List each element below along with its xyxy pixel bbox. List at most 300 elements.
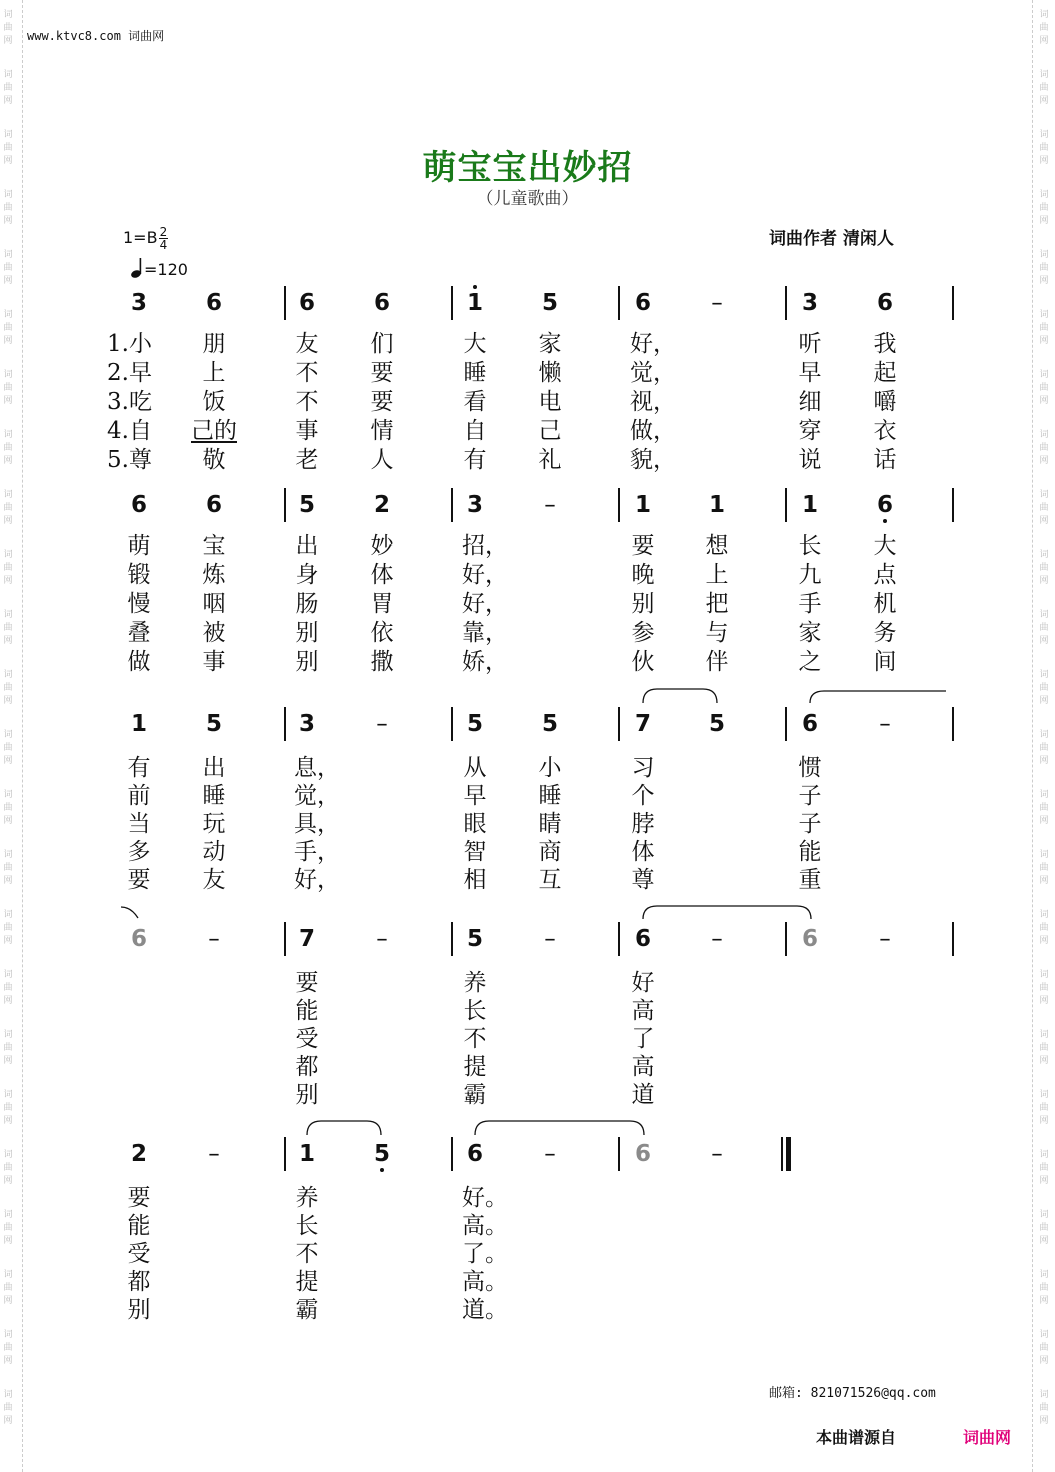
side-watermark-char: 网	[3, 96, 13, 106]
octave-dot-above	[473, 285, 477, 289]
side-watermark-char: 曲	[1039, 743, 1049, 753]
side-watermark-char: 网	[3, 816, 13, 826]
side-watermark-char: 词	[3, 70, 13, 80]
brand-link[interactable]: 词曲网	[963, 1428, 1012, 1447]
side-watermark-char: 曲	[3, 1103, 13, 1113]
note: 6	[205, 492, 222, 518]
source-label: 本曲谱源自	[816, 1428, 897, 1447]
barline	[618, 707, 620, 741]
lyric-syllable: 高	[631, 998, 655, 1024]
side-watermark-char: 网	[1039, 1296, 1049, 1306]
note: 1	[708, 492, 725, 518]
side-watermark-char: 曲	[1039, 383, 1049, 393]
side-watermark-char: 网	[3, 1416, 13, 1426]
note: 5	[466, 926, 483, 952]
lyric-syllable: 从	[463, 755, 487, 781]
hold-dash: –	[879, 926, 891, 952]
lyric-syllable: 事	[202, 649, 226, 675]
side-watermark-char: 词	[3, 610, 13, 620]
lyric-syllable: 早	[798, 360, 822, 386]
note: 3	[298, 711, 315, 737]
side-watermark-char: 曲	[1039, 263, 1049, 273]
lyric-syllable: 娇，	[462, 649, 508, 675]
lyric-syllable: 别	[127, 1297, 151, 1323]
note: 2	[130, 1141, 147, 1167]
hold-dash: –	[879, 711, 891, 737]
side-watermark-char: 词	[3, 1210, 13, 1220]
side-watermark-char: 网	[1039, 1356, 1049, 1366]
side-watermark-char: 曲	[1039, 23, 1049, 33]
side-watermark-char: 网	[3, 1356, 13, 1366]
side-watermark-char: 词	[1039, 670, 1049, 680]
lyric-syllable: 都	[295, 1054, 319, 1080]
side-watermark-char: 曲	[1039, 443, 1049, 453]
lyric-syllable: 友	[202, 867, 226, 893]
lyric-syllable: 视，	[630, 389, 676, 415]
lyric-syllable: 受	[127, 1241, 151, 1267]
hold-dash: –	[544, 492, 556, 518]
hold-dash: –	[544, 1141, 556, 1167]
lyric-syllable: 家	[798, 620, 822, 646]
side-watermark-char: 词	[3, 1090, 13, 1100]
lyric-syllable: 做，	[630, 418, 676, 444]
side-watermark-char: 网	[1039, 1236, 1049, 1246]
side-watermark-char: 曲	[3, 623, 13, 633]
side-watermark-char: 词	[1039, 1210, 1049, 1220]
side-watermark-char: 词	[1039, 1330, 1049, 1340]
side-watermark-char: 网	[3, 1236, 13, 1246]
lyric-syllable: 别	[631, 591, 655, 617]
side-watermark-char: 网	[1039, 36, 1049, 46]
site-header[interactable]: www.ktvc8.com 词曲网	[27, 29, 165, 43]
side-watermark-char: 曲	[3, 23, 13, 33]
side-watermark-char: 曲	[1039, 803, 1049, 813]
side-watermark-char: 词	[3, 550, 13, 560]
side-watermark-char: 词	[3, 850, 13, 860]
lyric-syllable: 玩	[202, 811, 226, 837]
lyric-syllable: 点	[873, 562, 897, 588]
lyric-syllable: 觉，	[630, 360, 676, 386]
side-watermark-char: 曲	[1039, 983, 1049, 993]
hold-dash: –	[376, 711, 388, 737]
side-watermark-char: 曲	[1039, 923, 1049, 933]
lyric-syllable: 要	[127, 1185, 151, 1211]
side-watermark-char: 网	[1039, 156, 1049, 166]
lyric-syllable: 家	[538, 331, 562, 357]
side-watermark-char: 网	[1039, 636, 1049, 646]
side-watermark-char: 曲	[1039, 563, 1049, 573]
lyric-syllable: 身	[295, 562, 319, 588]
side-watermark-char: 曲	[3, 983, 13, 993]
note: 7	[634, 711, 651, 737]
lyric-syllable: 脖	[631, 811, 655, 837]
side-watermark-char: 词	[1039, 1270, 1049, 1280]
slur-arc	[307, 1121, 381, 1135]
side-watermark-char: 曲	[1039, 623, 1049, 633]
side-watermark-char: 网	[3, 876, 13, 886]
lyric-syllable: 互	[538, 867, 562, 893]
side-watermark-char: 词	[3, 670, 13, 680]
lyric-syllable: 听	[798, 331, 822, 357]
author-credit: 词曲作者 清闲人	[769, 229, 894, 249]
side-watermark-char: 曲	[3, 683, 13, 693]
side-watermark-char: 网	[1039, 876, 1049, 886]
lyric-syllable: 机	[873, 591, 897, 617]
side-watermark-char: 词	[1039, 430, 1049, 440]
lyric-syllable: 想	[705, 533, 729, 559]
lyric-syllable: 有	[463, 447, 487, 473]
barline	[618, 1137, 620, 1171]
side-watermark-char: 网	[3, 396, 13, 406]
note: 5	[466, 711, 483, 737]
lyric-syllable: 貌，	[630, 447, 676, 473]
side-watermark-char: 网	[3, 696, 13, 706]
lyric-syllable: 话	[873, 447, 897, 473]
side-watermark-char: 曲	[3, 1343, 13, 1353]
song-subtitle: （儿童歌曲）	[476, 189, 579, 209]
lyric-syllable: 霸	[295, 1297, 319, 1323]
barline	[785, 922, 787, 956]
lyric-syllable: 萌	[127, 533, 151, 559]
lyric-syllable: 不	[295, 1241, 319, 1267]
lyric-syllable: 上	[202, 360, 226, 386]
lyric-syllable: 己的	[191, 418, 237, 444]
lyric-syllable: 人	[370, 447, 394, 473]
side-watermark-char: 词	[3, 1270, 13, 1280]
lyric-syllable: 都	[127, 1269, 151, 1295]
side-watermark-char: 网	[1039, 696, 1049, 706]
side-watermark-char: 曲	[3, 923, 13, 933]
lyric-syllable: 敬	[202, 447, 226, 473]
lyric-syllable: 伙	[631, 649, 655, 675]
barline	[952, 286, 954, 320]
lyric-syllable: 体	[370, 562, 394, 588]
side-watermark-char: 曲	[3, 1403, 13, 1413]
lyric-syllable: 起	[873, 360, 897, 386]
side-watermark-char: 词	[1039, 1150, 1049, 1160]
side-watermark-char: 曲	[1039, 1103, 1049, 1113]
lyric-syllable: 多	[127, 839, 151, 865]
note: 1	[298, 1141, 315, 1167]
lyric-syllable: 伴	[705, 649, 729, 675]
side-watermark-char: 曲	[3, 263, 13, 273]
side-watermark-char: 词	[1039, 850, 1049, 860]
lyric-syllable: 大	[873, 533, 897, 559]
side-watermark-char: 词	[3, 970, 13, 980]
side-watermark-char: 网	[3, 336, 13, 346]
lyric-syllable: 前	[127, 783, 151, 809]
right-margin-line	[1032, 0, 1033, 1472]
note: 6	[205, 290, 222, 316]
side-watermark-char: 词	[3, 370, 13, 380]
side-watermark-char: 词	[3, 130, 13, 140]
note: 1	[466, 290, 483, 316]
barline	[451, 488, 453, 522]
lyric-syllable: 慢	[127, 591, 151, 617]
side-watermark-char: 曲	[1039, 1343, 1049, 1353]
barline	[952, 707, 954, 741]
side-watermark-char: 曲	[1039, 1043, 1049, 1053]
tie-arc	[475, 1121, 644, 1135]
note: 6	[373, 290, 390, 316]
lyric-syllable: 重	[798, 867, 822, 893]
lyric-syllable: 了。	[462, 1241, 508, 1267]
barline	[451, 922, 453, 956]
side-watermark-char: 网	[1039, 396, 1049, 406]
side-watermark-char: 词	[1039, 10, 1049, 20]
side-watermark-char: 网	[3, 636, 13, 646]
contact-email[interactable]: 邮箱: 821071526@qq.com	[769, 1386, 936, 1401]
lyric-syllable: 体	[631, 839, 655, 865]
side-watermark-char: 词	[1039, 1030, 1049, 1040]
side-watermark-char: 网	[3, 36, 13, 46]
side-watermark-char: 词	[1039, 610, 1049, 620]
lyric-syllable: 礼	[538, 447, 562, 473]
lyric-syllable: 提	[295, 1269, 319, 1295]
side-watermark-char: 词	[3, 910, 13, 920]
lyric-syllable: 睡	[202, 783, 226, 809]
lyric-syllable: 出	[202, 755, 226, 781]
side-watermark-char: 网	[1039, 816, 1049, 826]
hold-dash: –	[711, 926, 723, 952]
lyric-syllable: 道	[631, 1082, 655, 1108]
lyric-syllable: 要	[127, 867, 151, 893]
note: 6	[801, 926, 818, 952]
barline	[451, 707, 453, 741]
side-watermark-char: 网	[1039, 576, 1049, 586]
lyric-syllable: 我	[873, 331, 897, 357]
side-watermark-char: 曲	[3, 1223, 13, 1233]
note: 5	[541, 290, 558, 316]
note: 5	[708, 711, 725, 737]
lyric-syllable: 懒	[538, 360, 562, 386]
lyric-syllable: 别	[295, 1082, 319, 1108]
note: 2	[373, 492, 390, 518]
lyric-syllable: 晚	[631, 562, 655, 588]
lyric-syllable: 自	[463, 418, 487, 444]
side-watermark-char: 词	[3, 10, 13, 20]
lyric-syllable: 做	[127, 649, 151, 675]
barline	[451, 286, 453, 320]
lyric-syllable: 睡	[538, 783, 562, 809]
side-watermark-char: 网	[3, 1056, 13, 1066]
side-watermark-char: 网	[3, 756, 13, 766]
lyric-syllable: 出	[295, 533, 319, 559]
lyric-syllable: 好，	[294, 867, 340, 893]
note: 1	[801, 492, 818, 518]
note: 1	[634, 492, 651, 518]
lyric-syllable: 手	[798, 591, 822, 617]
note: 6	[634, 926, 651, 952]
lyric-syllable: 睛	[538, 811, 562, 837]
final-barline-thick	[786, 1137, 791, 1171]
side-watermark-char: 词	[1039, 190, 1049, 200]
side-watermark-char: 词	[1039, 370, 1049, 380]
side-watermark-char: 词	[3, 1150, 13, 1160]
note: 1	[130, 711, 147, 737]
side-watermark-char: 词	[1039, 490, 1049, 500]
lyric-syllable: 眼	[463, 811, 487, 837]
lyric-syllable: 长	[798, 533, 822, 559]
lyric-syllable: 早	[463, 783, 487, 809]
tempo-marking	[130, 257, 188, 279]
side-watermark-char: 曲	[3, 203, 13, 213]
octave-dot-below	[883, 519, 887, 523]
time-signature	[159, 226, 169, 251]
tempo-text: =120	[144, 260, 188, 279]
barline	[284, 707, 286, 741]
lyric-syllable: 尊	[631, 867, 655, 893]
side-watermark-char: 曲	[1039, 203, 1049, 213]
barline	[952, 488, 954, 522]
side-watermark-char: 曲	[3, 383, 13, 393]
lyric-syllable: 高	[631, 1054, 655, 1080]
lyric-syllable: 了	[631, 1026, 655, 1052]
lyric-syllable: 子	[798, 811, 822, 837]
side-watermark-char: 曲	[1039, 143, 1049, 153]
side-watermark-char: 网	[1039, 336, 1049, 346]
lyric-syllable: 锻	[127, 562, 151, 588]
note: 6	[634, 290, 651, 316]
side-watermark-char: 网	[1039, 1116, 1049, 1126]
note: 5	[541, 711, 558, 737]
lyric-syllable: 要	[631, 533, 655, 559]
side-watermark-char: 曲	[1039, 503, 1049, 513]
lyric-syllable: 高。	[462, 1213, 508, 1239]
lyric-syllable: 相	[463, 867, 487, 893]
key-text: 1=B	[123, 228, 158, 247]
lyric-syllable: 与	[705, 620, 729, 646]
lyric-syllable: 习	[631, 755, 655, 781]
lyric-syllable: 2.早	[107, 360, 152, 386]
lyric-syllable: 招，	[462, 533, 508, 559]
note: 5	[298, 492, 315, 518]
side-watermark-char: 网	[1039, 1416, 1049, 1426]
hold-dash: –	[376, 926, 388, 952]
note: 6	[466, 1141, 483, 1167]
side-watermark-char: 词	[3, 1030, 13, 1040]
side-watermark-char: 词	[1039, 250, 1049, 260]
lyric-syllable: 具，	[294, 811, 340, 837]
barline	[284, 286, 286, 320]
lyric-syllable: 事	[295, 418, 319, 444]
lyric-syllable: 商	[538, 839, 562, 865]
song-title: 萌宝宝出妙招	[422, 148, 633, 188]
side-watermark-char: 词	[3, 490, 13, 500]
lyric-syllable: 间	[873, 649, 897, 675]
lyric-syllable: 个	[631, 783, 655, 809]
lyric-syllable: 5.尊	[107, 447, 152, 473]
note: 6	[130, 926, 147, 952]
note: 3	[466, 492, 483, 518]
note: 6	[634, 1141, 651, 1167]
side-watermark-char: 曲	[3, 323, 13, 333]
lyric-syllable: 睡	[463, 360, 487, 386]
side-watermark-char: 曲	[1039, 863, 1049, 873]
lyric-syllable: 把	[705, 591, 729, 617]
lyric-syllable: 好，	[630, 331, 676, 357]
side-watermark-char: 词	[3, 310, 13, 320]
side-watermark-char: 网	[3, 936, 13, 946]
hold-dash: –	[208, 926, 220, 952]
lyric-syllable: 务	[873, 620, 897, 646]
lyric-syllable: 胃	[370, 591, 394, 617]
barline	[451, 1137, 453, 1171]
lyric-syllable: 要	[370, 360, 394, 386]
lyric-syllable: 霸	[463, 1082, 487, 1108]
lyric-syllable: 养	[295, 1185, 319, 1211]
barline	[284, 922, 286, 956]
lyric-syllable: 有	[127, 755, 151, 781]
lyric-syllable: 参	[631, 620, 655, 646]
note: 6	[876, 290, 893, 316]
lyric-syllable: 们	[370, 331, 394, 357]
lyric-syllable: 电	[538, 389, 562, 415]
lyric-syllable: 别	[295, 649, 319, 675]
lyric-syllable: 老	[295, 447, 319, 473]
lyric-syllable: 上	[705, 562, 729, 588]
side-watermark-char: 网	[3, 1116, 13, 1126]
lyric-syllable: 道。	[462, 1297, 508, 1323]
lyric-syllable: 不	[463, 1026, 487, 1052]
lyric-syllable: 不	[295, 360, 319, 386]
barline	[618, 286, 620, 320]
hold-dash: –	[711, 1141, 723, 1167]
barline	[952, 922, 954, 956]
barline	[284, 1137, 286, 1171]
side-watermark-char: 词	[3, 430, 13, 440]
side-watermark-char: 词	[1039, 790, 1049, 800]
side-watermark-char: 网	[1039, 756, 1049, 766]
lyric-syllable: 能	[127, 1213, 151, 1239]
side-watermark-char: 曲	[1039, 1283, 1049, 1293]
lyric-syllable: 叠	[127, 620, 151, 646]
tie-arc	[121, 907, 138, 918]
side-watermark-char: 词	[3, 1330, 13, 1340]
lyric-syllable: 朋	[202, 331, 226, 357]
side-watermark-char: 曲	[3, 443, 13, 453]
lyric-syllable: 己	[538, 418, 562, 444]
lyric-syllable: 宝	[202, 533, 226, 559]
lyric-syllable: 提	[463, 1054, 487, 1080]
side-watermark-char: 词	[1039, 1390, 1049, 1400]
side-watermark-char: 曲	[3, 563, 13, 573]
side-watermark-char: 网	[1039, 96, 1049, 106]
lyric-syllable: 动	[202, 839, 226, 865]
side-watermark-char: 曲	[3, 863, 13, 873]
note: 6	[298, 290, 315, 316]
side-watermark-char: 网	[3, 216, 13, 226]
barline	[618, 488, 620, 522]
lyric-syllable: 被	[202, 620, 226, 646]
hold-dash: –	[544, 926, 556, 952]
lyric-syllable: 穿	[798, 418, 822, 444]
time-numerator: 2	[159, 225, 168, 239]
lyric-syllable: 能	[295, 998, 319, 1024]
lyric-syllable: 撒	[370, 649, 394, 675]
lyric-syllable: 妙	[370, 533, 394, 559]
side-watermark-char: 网	[3, 456, 13, 466]
side-watermark-char: 网	[1039, 1176, 1049, 1186]
lyric-syllable: 4.自	[107, 418, 152, 444]
lyric-syllable: 息，	[294, 755, 340, 781]
lyric-syllable: 高。	[462, 1269, 508, 1295]
lyric-syllable: 子	[798, 783, 822, 809]
side-watermark-char: 网	[3, 156, 13, 166]
side-watermark-char: 曲	[1039, 1403, 1049, 1413]
lyric-syllable: 手，	[294, 839, 340, 865]
side-watermark-char: 词	[3, 190, 13, 200]
